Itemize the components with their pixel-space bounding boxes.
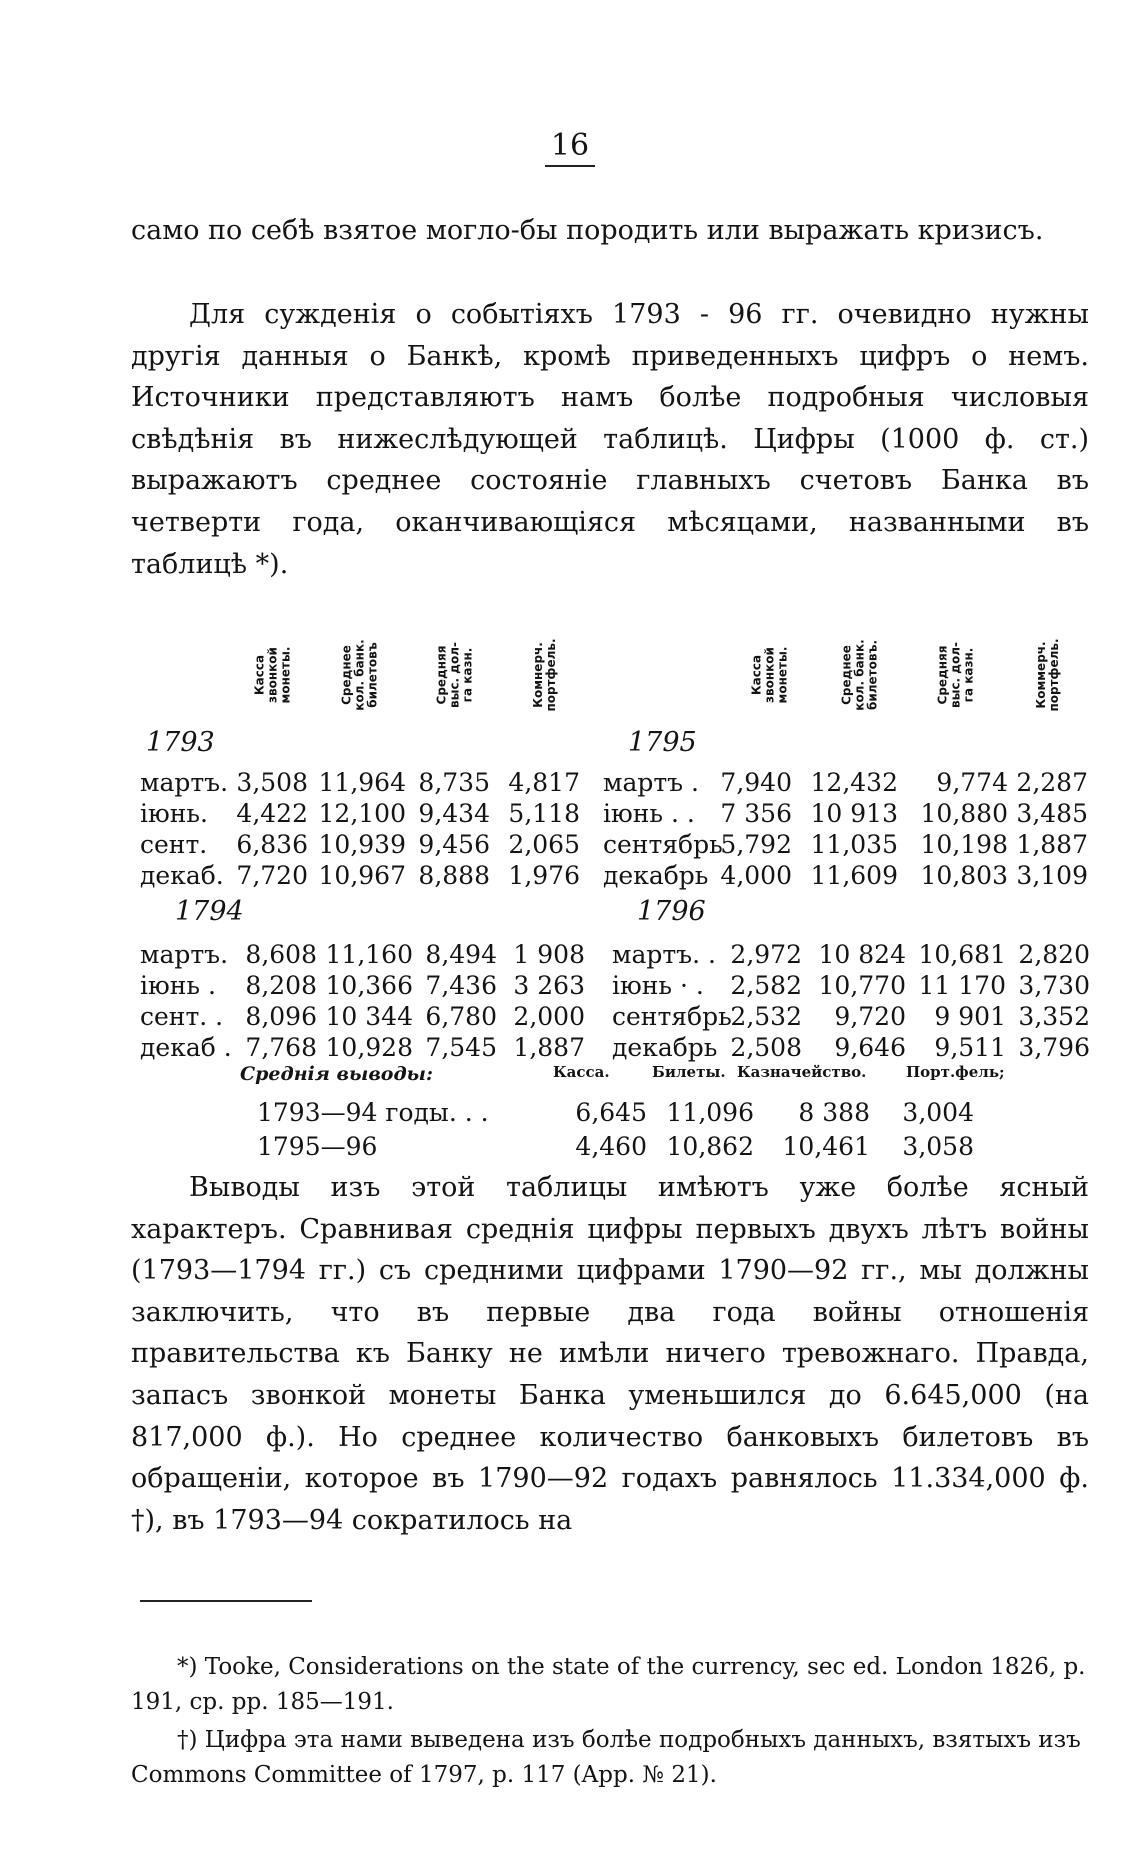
table-row: сент. 6,836 10,939 9,456 2,065 bbox=[140, 830, 580, 859]
table-row: мартъ . 7,940 12,432 9,774 2,287 bbox=[603, 768, 1088, 797]
table-row: декабрь 4,000 11,609 10,803 3,109 bbox=[603, 861, 1088, 890]
header-bilety-right: Среднее кол. банк. билетовъ. bbox=[839, 639, 880, 711]
header-portfel-left: Комнерч. портфель. bbox=[531, 638, 558, 712]
table-row: іюнь · . 2,582 10,770 11 170 3,730 bbox=[612, 971, 1090, 1000]
table-row: декабрь 2,508 9,646 9,511 3,796 bbox=[612, 1033, 1090, 1062]
year-1793: 1793 bbox=[146, 727, 215, 758]
page-number: 16 bbox=[0, 128, 1140, 163]
table-row: мартъ. 3,508 11,964 8,735 4,817 bbox=[140, 768, 580, 797]
header-kassa-right: Касса звонкой монеты. bbox=[749, 646, 790, 704]
table-row: сент. . 8,096 10 344 6,780 2,000 bbox=[140, 1002, 585, 1031]
paragraph-1: само по себѣ взятое могло-бы породить или выражать кризисъ. bbox=[131, 215, 1044, 246]
averages-header-kazna: Казначейство. bbox=[737, 1063, 867, 1081]
paragraph-2: Для сужденія о событіяхъ 1793 - 96 гг. очевидно нужны другія данныя о Банкѣ, кромѣ приведенныхъ цифръ о немъ. Источники представляютъ намъ болѣе подробныя числовыя свѣдѣнія въ нижеслѣдующей таблицѣ. Цифры (1000 ф. ст.) выражаютъ среднее состояніе главныхъ счетовъ Банка въ четверти года, оканчивающіяся мѣсяцами, названными въ таблицѣ *). bbox=[131, 299, 1089, 580]
averages-row: 1795—96 4,460 10,862 10,461 3,058 bbox=[257, 1132, 974, 1161]
paragraph-3: Выводы изъ этой таблицы имѣютъ уже болѣе ясный характеръ. Сравнивая среднія цифры первыхъ двухъ лѣтъ войны (1793—1794 гг.) съ средними цифрами 1790—92 гг., мы должны заключить, что въ первые два года войны отношенія правительства къ Банку не имѣли ничего тревожнаго. Правда, запасъ звонкой монеты Банка уменьшился до 6.645,000 (на 817,000 ф.). Но среднее количество банковыхъ билетовъ въ обращеніи, которое въ 1790—92 годахъ равнялось 11.334,000 ф. †), въ 1793—94 сократилось на bbox=[131, 1172, 1089, 1536]
footnote-divider bbox=[140, 1600, 312, 1602]
year-1795: 1795 bbox=[628, 727, 697, 758]
table-row: іюнь . 8,208 10,366 7,436 3 263 bbox=[140, 971, 585, 1000]
table-row: мартъ. . 2,972 10 824 10,681 2,820 bbox=[612, 940, 1090, 969]
table-row: декаб. 7,720 10,967 8,888 1,976 bbox=[140, 861, 580, 890]
table-row: декаб . 7,768 10,928 7,545 1,887 bbox=[140, 1033, 585, 1062]
year-1794: 1794 bbox=[175, 896, 244, 927]
averages-title: Среднія выводы: bbox=[240, 1063, 434, 1085]
table-row: сентябрь 2,532 9,720 9 901 3,352 bbox=[612, 1002, 1090, 1031]
footnote-1: *) Tooke, Considerations on the state of the currency, sec ed. London 1826, p. 191, cp. pp. 185—191. bbox=[131, 1654, 1086, 1715]
header-kassa-left: Касса звонкой монеты. bbox=[252, 646, 293, 704]
table-row: іюнь. 4,422 12,100 9,434 5,118 bbox=[140, 799, 580, 828]
averages-row: 1793—94 годы. . . 6,645 11,096 8 388 3,004 bbox=[257, 1098, 974, 1127]
table-row: сентябрь 5,792 11,035 10,198 1,887 bbox=[603, 830, 1088, 859]
averages-header-portfel: Порт.фель; bbox=[906, 1063, 1005, 1081]
averages-header-bilety: Билеты. bbox=[652, 1063, 726, 1081]
header-bilety-left: Среднее кол. банк. билетовъ bbox=[339, 639, 380, 711]
header-dolg-right: Средняя выс. дол- га казн. bbox=[935, 642, 976, 708]
header-dolg-left: Средняя выс. дол- га казн. bbox=[434, 642, 475, 708]
table-row: іюнь . . 7 356 10 913 10,880 3,485 bbox=[603, 799, 1088, 828]
footnote-2: †) Цифра эта нами выведена изъ болѣе подробныхъ данныхъ, взятыхъ изъ Commons Committee of 1797, p. 117 (App. № 21). bbox=[131, 1727, 1081, 1788]
averages-header-kassa: Касса. bbox=[553, 1063, 610, 1081]
year-1796: 1796 bbox=[637, 896, 706, 927]
header-portfel-right: Коммерч. портфель. bbox=[1034, 638, 1061, 712]
table-row: мартъ. 8,608 11,160 8,494 1 908 bbox=[140, 940, 585, 969]
